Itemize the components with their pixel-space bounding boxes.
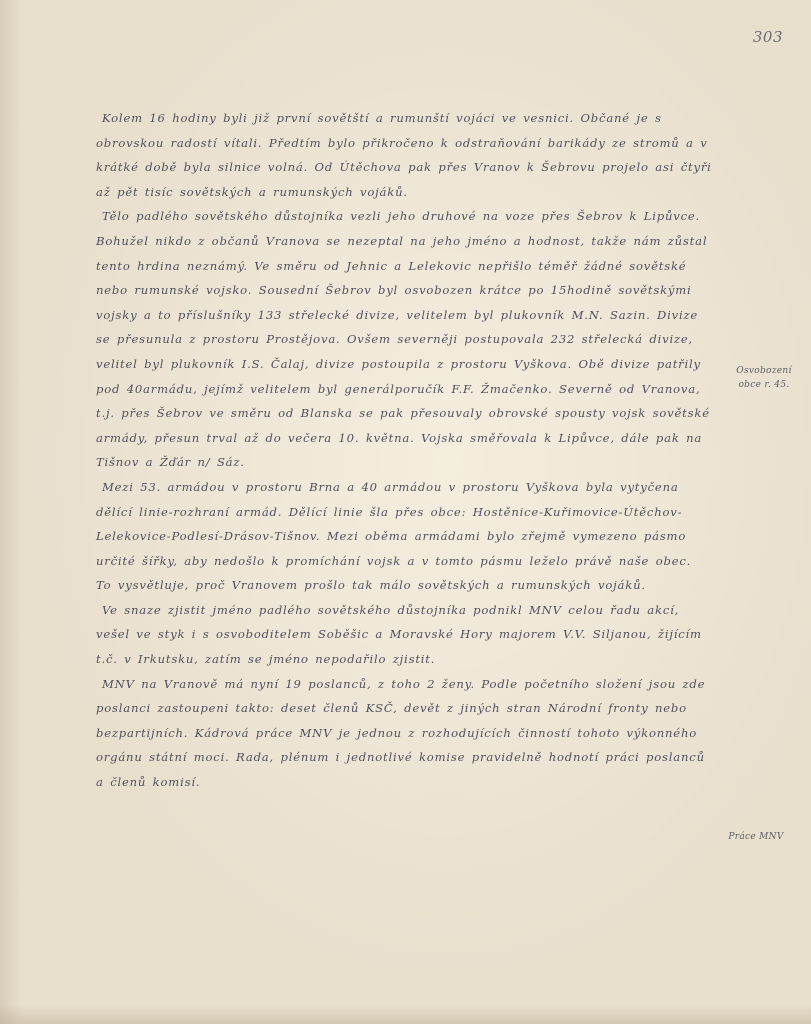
paragraph: Ve snaze zjistit jméno padlého sovětského důstojníka podnikl MNV celou řadu akcí, vešel ve styk i s osvoboditelem Soběšic a Moravské Hory majorem V.V. Siljanou, žijícím t.č. v Irkutsku, zatím se jméno nepodařilo zjistit. [96, 602, 702, 667]
page-number: 303 [752, 28, 783, 46]
paragraph: MNV na Vranově má nyní 19 poslanců, z toho 2 ženy. Podle početního složení jsou zde poslanci zastoupeni takto: deset členů KSČ, devět z jiných stran Národní fronty nebo bezpartijních. Kádrová práce MNV je jednou z rozhodujících činností tohoto výkonného orgánu státní moci. Rada, plénum i jednotlivé komise pravidelně hodnotí práci poslanců a členů komisí. [96, 676, 706, 790]
handwritten-body [96, 106, 712, 795]
paragraph: Tělo padlého sovětského důstojníka vezli jeho druhové na voze přes Šebrov k Lipůvce. Bohužel nikdo z občanů Vranova se nezeptal na jeho jméno a hodnost, takže nám zůstal tento hrdina neznámý. Ve směru od Jehnic a Lelekovic nepřišlo téměř žádné sovětské nebo rumunské vojsko. Sousední Šebrov byl osvobozen krátce po 15hodině sovětskými vojsky a to příslušníky 133 střelecké divize, velitelem byl plukovník M.N. Sazin. Divize se přesunula z prostoru Prostějova. Ovšem severněji postupovala 232 střelecká divize, velitel byl plukovník I.S. Čalaj, divize postoupila z prostoru Vyškova. Obě divize patřily pod 40armádu, jejímž velitelem byl generálporučík F.F. Žmačenko. Severně od Vranova, t.j. přes Šebrov ve směru od Blanska se pak přesouvaly obrovské spousty vojsk sovětské armády, přesun trval až do večera 10. května. Vojska směřovala k Lipůvce, dále pak na Tišnov a Žďár n/ Sáz. [96, 209, 710, 470]
paragraph: Kolem 16 hodiny byli již první sovětští a rumunští vojáci ve vesnici. Občané je s obrovskou radostí vítali. Předtím bylo přikročeno k odstraňování barikády ze stromů a v krátké době byla silnice volná. Od Útěchova pak přes Vranov k Šebrovu projelo asi čtyři až pět tisíc sovětských a rumunských vojáků. [96, 111, 712, 199]
margin-note-mnv-work: Práce MNV [728, 832, 784, 842]
paragraph: Mezi 53. armádou v prostoru Brna a 40 armádou v prostoru Vyškova byla vytyčena dělící linie-rozhraní armád. Dělící linie šla přes obce: Hostěnice-Kuřimovice-Útěchov-Lelekovice-Podlesí-Drásov-Tišnov. Mezi oběma armádami bylo zřejmě vymezeno pásmo určité šířky, aby nedošlo k promíchání vojsk a v tomto pásmu leželo právě naše obec. To vysvětluje, proč Vranovem prošlo tak málo sovětských a rumunských vojáků. [96, 479, 692, 593]
margin-note-liberation: Osvobození obce r. 45. [736, 366, 792, 390]
